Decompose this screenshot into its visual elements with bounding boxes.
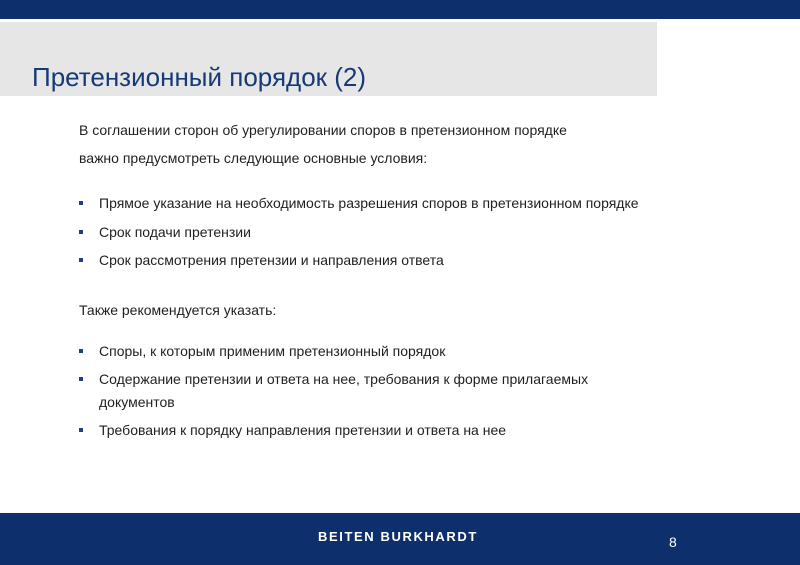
square-bullet-icon	[79, 230, 83, 234]
recommendation-item	[79, 368, 659, 413]
conditions-list	[79, 192, 659, 272]
slide-content	[79, 116, 659, 448]
square-bullet-icon	[79, 349, 83, 353]
recommendations-list	[79, 340, 659, 442]
condition-item	[79, 249, 659, 272]
intro-line: В соглашении сторон об урегулировании споров в претензионном порядке	[79, 122, 567, 138]
spacer	[79, 278, 659, 296]
slide-title: Претензионный порядок (2)	[32, 62, 367, 92]
square-bullet-icon	[79, 258, 83, 262]
spacer	[79, 324, 659, 340]
spacer	[79, 172, 659, 192]
condition-text: Срок рассмотрения претензии и направления ответа	[99, 252, 444, 268]
condition-text: Срок подачи претензии	[99, 223, 251, 240]
also-recommended-heading: Также рекомендуется указать:	[79, 301, 277, 318]
condition-item	[79, 221, 659, 244]
recommendation-text: Требования к порядку направления претензии и ответа на нее	[99, 422, 507, 438]
condition-item	[79, 192, 659, 215]
recommendation-item	[79, 340, 659, 363]
recommendation-text: Споры, к которым применим претензионный порядок	[99, 342, 446, 359]
square-bullet-icon	[79, 201, 83, 205]
recommendation-text: Содержание претензии и ответа на нее, требования к форме прилагаемых документов	[99, 371, 589, 410]
top-bar	[0, 0, 800, 19]
intro-line: важно предусмотреть следующие основные условия:	[79, 150, 428, 166]
square-bullet-icon	[79, 377, 83, 381]
company-logo: BEITEN BURKHARDT	[318, 529, 478, 544]
page-number: 8	[669, 534, 677, 550]
condition-text: Прямое указание на необходимость разрешения споров в претензионном порядке	[99, 195, 639, 211]
square-bullet-icon	[79, 428, 83, 432]
recommendation-item	[79, 419, 659, 442]
